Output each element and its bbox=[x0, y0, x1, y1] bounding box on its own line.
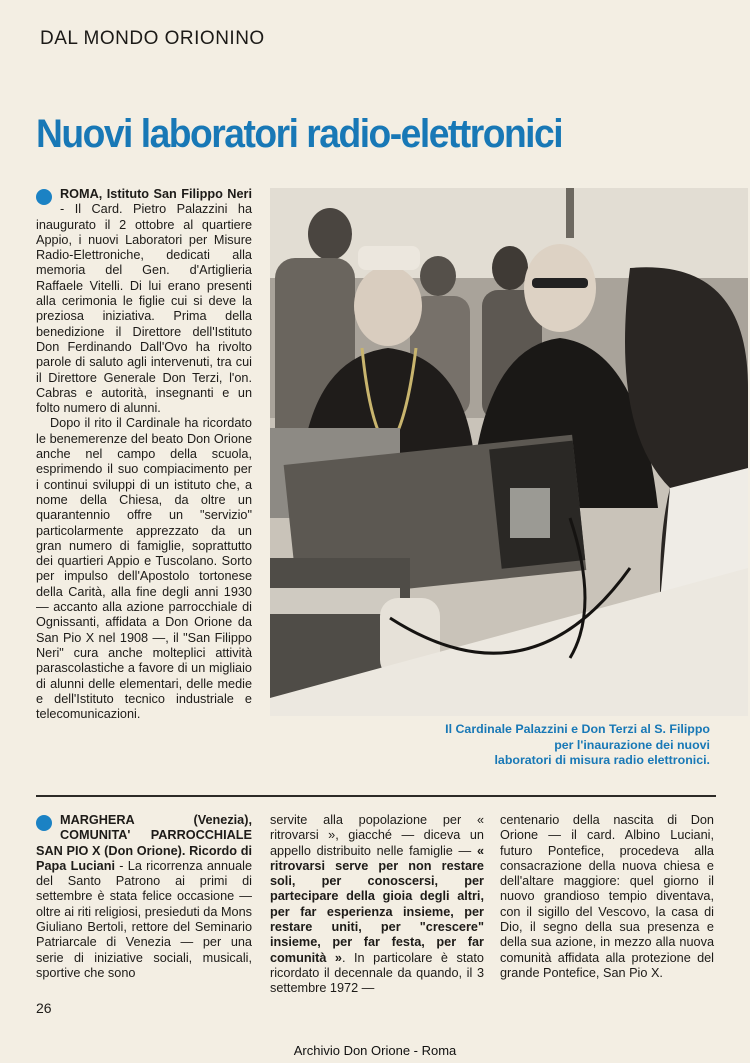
caption-line-2: per l'inaurazione dei nuovi bbox=[554, 737, 710, 752]
bullet-icon bbox=[36, 815, 52, 831]
main-dateline: ROMA, Istituto San Filippo Neri bbox=[60, 187, 252, 201]
caption-line-1: Il Cardinale Palazzini e Don Terzi al S. Filippo bbox=[445, 722, 710, 736]
second-col2-quote: « ritrovarsi serve per non restare soli, per conoscersi, per partecipare della gioia degli altri, per far esperienza insieme, per restare uniti, per "crescere" insieme, per far festa, per far comunità » bbox=[270, 843, 484, 965]
section-title: DAL MONDO ORIONINO bbox=[40, 28, 265, 49]
second-col3-text: centenario della nascita di Don Orione — il card. Albino Luciani, futuro Pontefice, procedeva alla consacrazione della nuova chiesa e dell'altare maggiore: quel giorno il nuovo grandioso tempio diventava, con il sigillo del Vescovo, la casa di Dio, il segno della sua presenza e della sua azione, in mezzo alla nuova comunità affidata alla protezione del grande Pontefice, San Pio X. bbox=[500, 813, 714, 980]
section-divider bbox=[36, 795, 716, 797]
bullet-icon bbox=[36, 189, 52, 205]
caption-line-3: laboratori di misura radio elettronici. bbox=[494, 753, 710, 767]
second-article-column-3 bbox=[500, 813, 714, 981]
archive-footer: Archivio Don Orione - Roma bbox=[293, 1043, 457, 1058]
second-col1-text: - La ricorrenza annuale del Santo Patrono ai primi di settembre è stata felice occasione — oltre ai riti religiosi, presieduti da Mons Giuliano Bertoli, rettore del Seminario Patriarcale di Venezia — per una serie di iniziative sociali, musicali, sportive che sono bbox=[36, 858, 253, 980]
main-paragraph-2: Dopo il rito il Cardinale ha ricordato le benemerenze del beato Don Orione anche nel campo della scuola, esprimendo il suo compiacimento per i continui sviluppi di un istituto che, a nome della Chiesa, da oltre un quarantennio offre un "servizio" particolarmente apprezzato da un gran numero di famiglie, soprattutto dei quartieri Appio e Tuscolano. Sorto per impulso dell'Apostolo tortonese della Carità, alla fine degli anni 1930 — accanto alla azione parrocchiale di Ognissanti, affidata a Don Orione da San Pio X nel 1908 —, il "San Filippo Neri" cura anche molteplici attività parascolastiche a favore di un migliaio di alunni delle elementari, delle medie e dell'Istituto tecnico industriale e telecomunicazioni. bbox=[36, 416, 252, 722]
press-photo bbox=[270, 188, 748, 716]
main-paragraph-1: - Il Card. Pietro Palazzini ha inaugurato il 2 ottobre al quartiere Appio, i nuovi Laboratori per Misure Radio-Elettroniche, dedicati alla memoria del Gen. d'Artiglieria Raffaele Vitelli. Di lui erano presenti alla cerimonia le figlie cui si deve la preziosa iniziativa. Prima della benedizione il Direttore dell'Istituto Don Ferdinando Dall'Ovo ha rivolto parole di saluto agli intervenuti, tra cui il Direttore Generale Don Terzi, l'on. Cabras e autorità, insegnanti e un folto numero di alunni. bbox=[36, 202, 252, 416]
second-article-column-1 bbox=[36, 813, 252, 981]
second-dateline: MARGHERA (Venezia), COMUNITA' PARROCCHIALE SAN PIO X (Don Orione). Ricordo di Papa Luciani bbox=[36, 813, 252, 873]
second-col2-text-a: servite alla popolazione per « ritrovarsi », giacché — diceva un appello distribuito nelle famiglie — bbox=[270, 813, 484, 858]
second-col2-text-b: . In particolare è stato ricordato il decennale da quando, il 3 settembre 1972 — bbox=[270, 950, 484, 996]
photo-caption bbox=[270, 722, 710, 769]
headline: Nuovi laboratori radio-elettronici bbox=[36, 112, 563, 156]
main-article-column bbox=[36, 187, 252, 722]
second-article-column-2 bbox=[270, 813, 484, 997]
page-number: 26 bbox=[36, 1000, 52, 1016]
